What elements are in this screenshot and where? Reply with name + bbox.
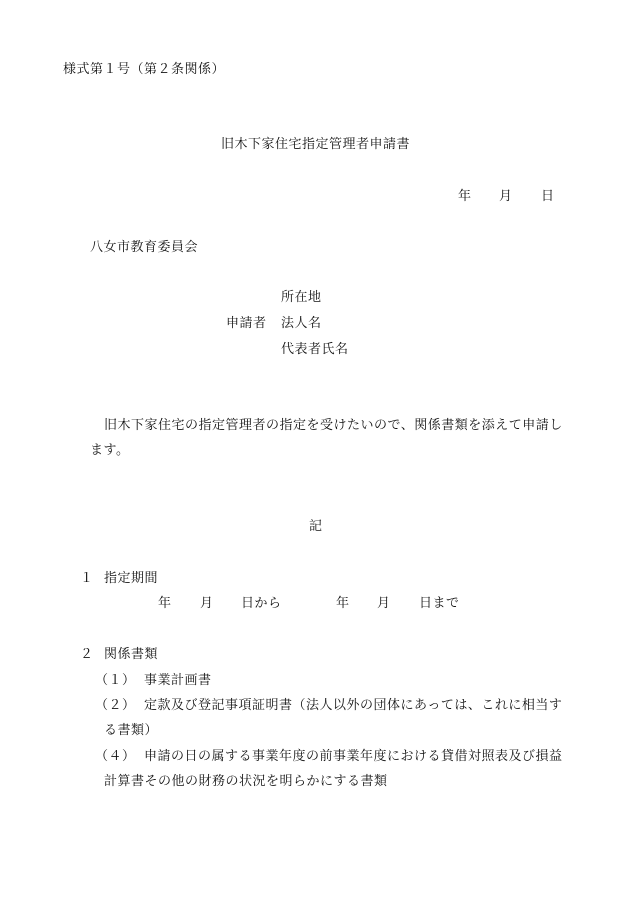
section-2-heading: 関係書類 [104,647,159,662]
section-2-number: ２ [80,647,94,662]
period-from-month: 月 [200,596,214,611]
date-day-label: 日 [541,189,555,204]
body-text-line-2: ます。 [90,443,130,458]
ki-heading: 記 [309,519,323,534]
body-text-line-1: 旧木下家住宅の指定管理者の指定を受けたいので、関係書類を添えて申請し [104,418,563,433]
date-year-label: 年 [458,189,472,204]
section-1-number: １ [80,571,94,586]
applicant-corp-name-label: 法人名 [281,316,322,331]
period-from-year: 年 [158,596,172,611]
document-item-text-continued: 計算書その他の財務の状況を明らかにする書類 [104,774,388,789]
document-item-number: （２） [95,698,136,713]
applicant-role-label: 申請者 [226,316,267,331]
period-to-day: 日まで [419,596,460,611]
addressee: 八女市教育委員会 [90,240,199,255]
applicant-address-label: 所在地 [281,290,322,305]
period-to-month: 月 [377,596,391,611]
date-month-label: 月 [499,189,513,204]
applicant-representative-label: 代表者氏名 [281,342,349,357]
document-item-text: 申請の日の属する事業年度の前事業年度における貸借対照表及び損益 [144,749,563,764]
document-item-text: 定款及び登記事項証明書（法人以外の団体にあっては、これに相当す [144,698,563,713]
document-item-text-continued: る書類） [104,723,159,738]
period-from-day: 日から [241,596,282,611]
section-1-heading: 指定期間 [104,571,159,586]
period-to-year: 年 [336,596,350,611]
form-label: 様式第１号（第２条関係） [63,62,226,77]
document-item-number: （４） [95,749,136,764]
document-item-text: 事業計画書 [144,673,212,688]
document-title: 旧木下家住宅指定管理者申請書 [221,137,411,152]
document-item-number: （１） [95,673,136,688]
